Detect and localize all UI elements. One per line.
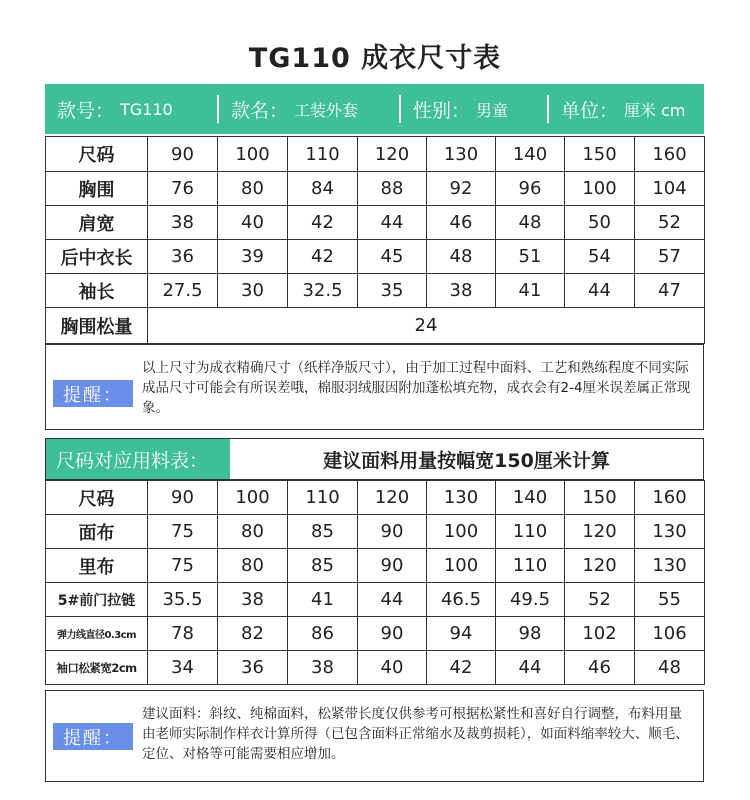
- header-cell: 90: [148, 137, 218, 172]
- table-cell: 39: [218, 240, 288, 274]
- gender-cell: [401, 84, 547, 134]
- table-row: [46, 206, 705, 240]
- material-header-row: [46, 481, 705, 515]
- table-cell: 34: [148, 651, 218, 685]
- table-cell: 48: [427, 240, 496, 274]
- header-cell: 160: [635, 481, 705, 515]
- table-cell: 100: [427, 549, 496, 583]
- table-cell: 75: [148, 549, 218, 583]
- header-cell: 130: [427, 137, 496, 172]
- table-row: [46, 240, 705, 274]
- header-cell: 100: [218, 481, 288, 515]
- table-cell: 42: [427, 651, 496, 685]
- table-row: [46, 583, 705, 617]
- unit-value: 厘米 cm: [624, 100, 686, 120]
- page-title: TG110 成衣尺寸表: [248, 43, 502, 74]
- table-cell: 27.5: [148, 274, 218, 308]
- table-cell: 80: [218, 172, 288, 206]
- table-cell: 100: [565, 172, 635, 206]
- table-cell: 96: [496, 172, 565, 206]
- style-no-label: 款号：: [57, 99, 115, 122]
- material-section-label: 尺码对应用料表：: [46, 439, 230, 479]
- table-cell: 35.5: [148, 583, 218, 617]
- table-cell: 41: [288, 583, 358, 617]
- reminder-box: [45, 344, 704, 430]
- table-cell: 82: [218, 617, 288, 651]
- material-section-bar: [45, 438, 704, 480]
- material-section-note: 建议面料用量按幅宽150厘米计算: [323, 449, 610, 472]
- table-cell: 47: [635, 274, 705, 308]
- table-cell: 100: [427, 515, 496, 549]
- row-label: 弹力线直径0.3cm: [46, 617, 148, 651]
- reminder-box: [45, 690, 704, 782]
- table-cell: 32.5: [288, 274, 358, 308]
- header-cell: 90: [148, 481, 218, 515]
- row-label: 胸围: [46, 172, 148, 206]
- header-cell: 尺码: [46, 481, 148, 515]
- table-cell: 92: [427, 172, 496, 206]
- table-cell: 85: [288, 515, 358, 549]
- table-row: [46, 617, 705, 651]
- table-cell: 80: [218, 549, 288, 583]
- table-cell: 130: [635, 515, 705, 549]
- table-row: [46, 515, 705, 549]
- row-label: 袖口松紧宽2cm: [46, 651, 148, 685]
- table-row: [46, 274, 705, 308]
- table-cell: 85: [288, 549, 358, 583]
- table-row: [46, 651, 705, 685]
- table-cell: 130: [635, 549, 705, 583]
- table-cell: 38: [427, 274, 496, 308]
- reminder-text: 建议面料：斜纹、纯棉面料，松紧带长度仅供参考可根据松紧性和喜好自行调整，布料用量由老师实际制作样衣计算所得（已包含面料正常缩水及裁剪损耗），如面料缩率较大、顺毛、定位、对格等可能需要相应增加。: [142, 706, 689, 762]
- table-cell: 50: [565, 206, 635, 240]
- row-label: 面布: [46, 515, 148, 549]
- table-cell: 90: [358, 549, 427, 583]
- table-row: [46, 549, 705, 583]
- header-cell: 尺码: [46, 137, 148, 172]
- header-cell: 120: [358, 481, 427, 515]
- table-cell: 48: [635, 651, 705, 685]
- table-cell: 44: [358, 583, 427, 617]
- reminder-badge: 提醒：: [53, 723, 133, 750]
- table-cell: 41: [496, 274, 565, 308]
- name-cell: [219, 84, 399, 134]
- table-cell: 44: [496, 651, 565, 685]
- table-cell: 55: [635, 583, 705, 617]
- name-value: 工装外套: [294, 100, 359, 120]
- table-cell: 78: [148, 617, 218, 651]
- table-cell: 46: [427, 206, 496, 240]
- table-cell: 52: [635, 206, 705, 240]
- table-cell: 86: [288, 617, 358, 651]
- table-cell: 110: [496, 549, 565, 583]
- table-cell: 45: [358, 240, 427, 274]
- table-cell: 120: [565, 515, 635, 549]
- table-cell: 46.5: [427, 583, 496, 617]
- table-cell: 90: [358, 617, 427, 651]
- header-cell: 140: [496, 481, 565, 515]
- table-cell: 48: [496, 206, 565, 240]
- row-label: 5#前门拉链: [46, 583, 148, 617]
- table-cell: 42: [288, 240, 358, 274]
- table-cell: 102: [565, 617, 635, 651]
- table-cell: 110: [496, 515, 565, 549]
- table-cell: 44: [358, 206, 427, 240]
- table-cell: 40: [358, 651, 427, 685]
- table-cell: 54: [565, 240, 635, 274]
- reminder-text: 以上尺寸为成衣精确尺寸（纸样净版尺寸），由于加工过程中面料、工艺和熟练程度不同实际成品尺寸可能会有所误差哦，棉服羽绒服因附加蓬松填充物，成衣会有2-4厘米误差属正常现象。: [142, 360, 691, 416]
- table-cell: 51: [496, 240, 565, 274]
- table-cell: 98: [496, 617, 565, 651]
- header-cell: 110: [288, 481, 358, 515]
- table-cell: 38: [218, 583, 288, 617]
- table-cell: 38: [148, 206, 218, 240]
- table-cell: 75: [148, 515, 218, 549]
- row-label: 肩宽: [46, 206, 148, 240]
- table-cell: 88: [358, 172, 427, 206]
- table-cell: 80: [218, 515, 288, 549]
- table-cell: 40: [218, 206, 288, 240]
- header-cell: 160: [635, 137, 705, 172]
- row-label: 后中衣长: [46, 240, 148, 274]
- header-cell: 110: [288, 137, 358, 172]
- header-cell: 150: [565, 137, 635, 172]
- table-cell: 36: [148, 240, 218, 274]
- table-cell: 42: [288, 206, 358, 240]
- size-table: [45, 136, 705, 344]
- header-cell: 140: [496, 137, 565, 172]
- row-label: 袖长: [46, 274, 148, 308]
- ease-label: 胸围松量: [46, 308, 148, 344]
- table-cell: 44: [565, 274, 635, 308]
- style-no-value: TG110: [120, 99, 173, 119]
- table-cell: 52: [565, 583, 635, 617]
- table-cell: 46: [565, 651, 635, 685]
- size-header-row: [46, 137, 705, 172]
- reminder-badge: 提醒：: [53, 380, 133, 407]
- table-cell: 120: [565, 549, 635, 583]
- material-table: [45, 480, 705, 685]
- table-cell: 76: [148, 172, 218, 206]
- ease-value: 24: [148, 308, 705, 344]
- gender-value: 男童: [476, 100, 509, 120]
- name-label: 款名：: [231, 99, 289, 122]
- table-cell: 94: [427, 617, 496, 651]
- table-cell: 84: [288, 172, 358, 206]
- table-row: [46, 172, 705, 206]
- header-cell: 100: [218, 137, 288, 172]
- table-cell: 49.5: [496, 583, 565, 617]
- unit-cell: [549, 84, 704, 134]
- header-cell: 120: [358, 137, 427, 172]
- unit-label: 单位：: [561, 99, 619, 122]
- table-cell: 36: [218, 651, 288, 685]
- table-cell: 35: [358, 274, 427, 308]
- ease-row: [46, 308, 705, 344]
- table-cell: 57: [635, 240, 705, 274]
- info-bar: [45, 84, 704, 134]
- table-cell: 106: [635, 617, 705, 651]
- table-cell: 30: [218, 274, 288, 308]
- gender-label: 性别：: [413, 99, 471, 122]
- table-cell: 90: [358, 515, 427, 549]
- style-no-cell: [45, 84, 217, 134]
- header-cell: 130: [427, 481, 496, 515]
- table-cell: 104: [635, 172, 705, 206]
- row-label: 里布: [46, 549, 148, 583]
- table-cell: 38: [288, 651, 358, 685]
- header-cell: 150: [565, 481, 635, 515]
